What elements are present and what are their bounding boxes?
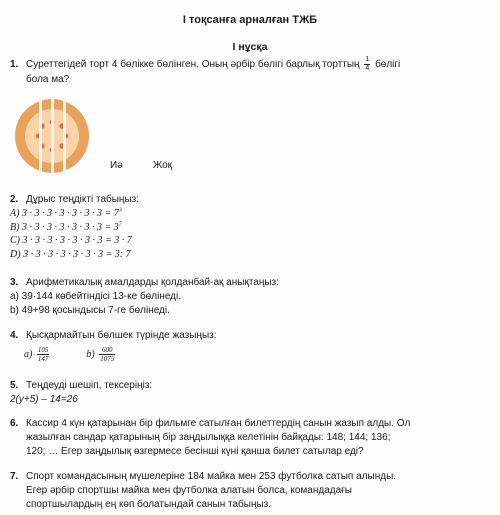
question-5-text: Теңдеуді шешіп, тексеріңіз: xyxy=(26,380,153,391)
question-number: 2. xyxy=(10,194,19,205)
fraction-numerator: 600 xyxy=(99,346,115,355)
question-3-text: Арифметикалық амалдарды қолданбай-ақ анықтаңыз: xyxy=(26,277,279,288)
question-7-line-1: Спорт командасының мүшелеріне 184 майка мен 253 футболка сатып алынды. xyxy=(26,471,397,482)
fraction-numerator: 105 xyxy=(37,346,49,354)
question-5-equation: 2(y+5) – 14=26 xyxy=(10,394,78,405)
option-b xyxy=(10,221,488,235)
answer-no: Жоқ xyxy=(153,160,173,171)
option-c xyxy=(10,234,488,248)
question-3-part-b: b) 49+98 қосындысы 7-ге бөлінеді. xyxy=(10,305,170,316)
variant-label: I нұсқа xyxy=(232,41,268,53)
question-4 xyxy=(10,329,488,363)
question-6-line-1: Кассир 4 күн қатарынан бір фильмге сатылған билеттердің санын жазып алды. Ол xyxy=(26,418,411,429)
option-expression: 3 · 3 · 3 · 3 · 3 · 3 · 3 = 7 xyxy=(21,208,119,219)
answer-yes: Иә xyxy=(110,160,123,171)
question-2-text: Дұрыс теңдікті табыңыз: xyxy=(26,194,139,205)
option-expression: 3 · 3 · 3 · 3 · 3 · 3 · 3 = 3 · 7 xyxy=(22,235,132,246)
question-5 xyxy=(10,379,488,407)
question-3-part-a: а) 39·144 көбейтіндісі 13-ке бөлінеді. xyxy=(10,291,181,302)
fraction-a xyxy=(37,346,50,363)
question-1-text-a: Суреттегідей торт 4 бөлікке бөлінген. Оның әрбір бөлігі барлық торттың xyxy=(26,59,360,71)
fraction-denominator: 4 xyxy=(365,65,370,72)
fraction-one-quarter xyxy=(364,56,370,73)
question-3 xyxy=(10,276,488,318)
question-4-fractions xyxy=(10,346,488,363)
question-2 xyxy=(10,193,488,261)
cake-image xyxy=(12,96,92,176)
fraction-a-label: a) xyxy=(24,348,33,360)
question-number: 3. xyxy=(10,277,19,288)
option-letter: A) xyxy=(10,208,20,219)
question-4-text: Қысқармайтын бөлшек түрінде жазыңыз: xyxy=(26,330,217,341)
question-1-text-b: бөлігі xyxy=(375,59,401,71)
option-letter: C) xyxy=(10,235,20,246)
question-7-line-2: Егер әрбір спортшы майка мен футболка алатын болса, командадағы xyxy=(26,485,352,496)
question-1 xyxy=(10,56,488,87)
worksheet-title: I тоқсанға арналған ТЖБ xyxy=(182,14,318,26)
option-letter: B) xyxy=(10,221,20,233)
option-expression: 3 · 3 · 3 · 3 · 3 · 3 · 3 = 3 xyxy=(21,221,119,233)
question-6-line-3: 120; … Егер заңдылық өзгермесе бесінші күні қанша билет сатылар еді? xyxy=(26,446,364,457)
question-7-line-3: спортшылардың ең көп болатындай санын табыңыз. xyxy=(26,499,272,510)
fraction-denominator: 147 xyxy=(37,355,49,363)
fraction-b xyxy=(99,346,115,363)
fraction-denominator: 1075 xyxy=(100,355,115,363)
question-6 xyxy=(10,417,488,459)
option-d xyxy=(10,248,488,262)
option-exponent: 7 xyxy=(118,221,122,228)
question-number: 7. xyxy=(10,471,19,482)
fraction-b-label: b) xyxy=(86,348,95,360)
option-expression: 3 · 3 · 3 · 3 · 3 · 3 · 3 = 3: 7 xyxy=(23,248,131,260)
option-letter: D) xyxy=(10,248,21,260)
question-6-line-2: жазылған сандар қатарының бір заңдылыққа келетінін байқады: 148; 144; 136; xyxy=(26,432,391,443)
option-exponent: 3 xyxy=(118,207,122,214)
question-1-text-c: бола ма? xyxy=(26,74,70,85)
question-number: 4. xyxy=(10,330,19,341)
question-number: 6. xyxy=(10,418,19,429)
fraction-numerator: 1 xyxy=(365,56,370,63)
option-a xyxy=(10,207,488,221)
question-number: 5. xyxy=(10,380,19,391)
question-number: 1. xyxy=(10,59,19,71)
question-7 xyxy=(10,470,488,512)
